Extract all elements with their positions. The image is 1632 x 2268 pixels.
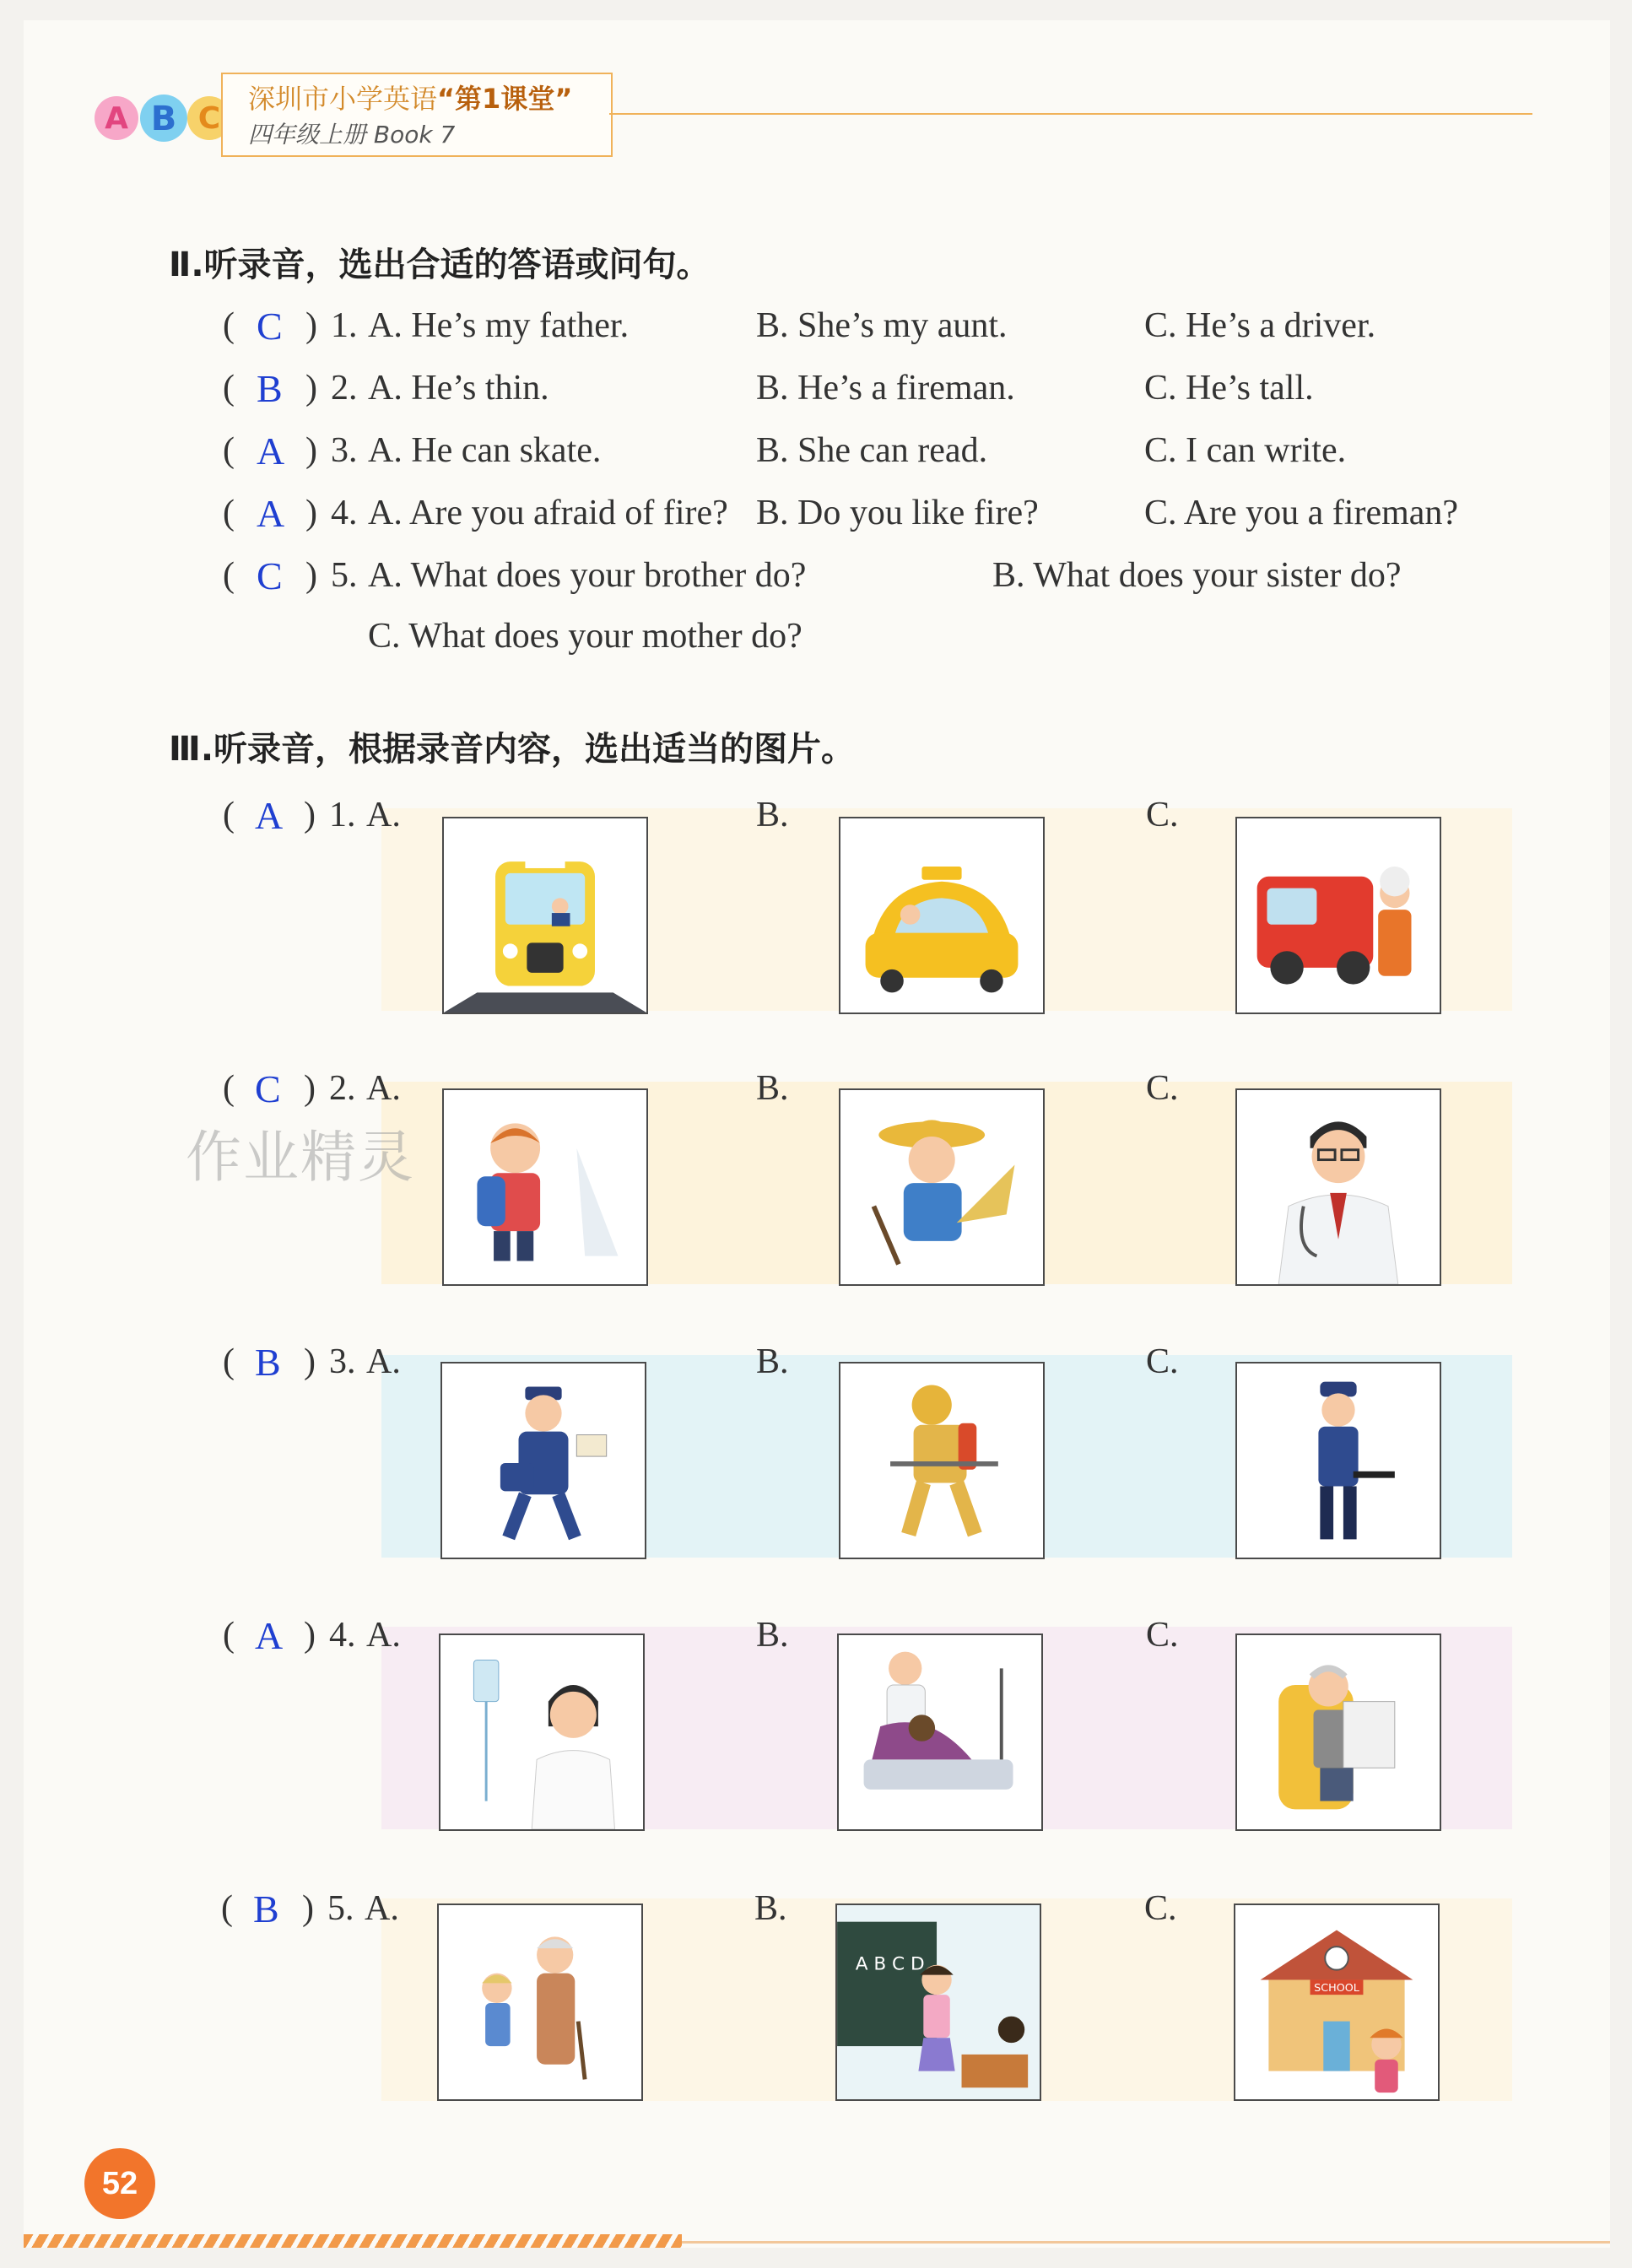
doctor-picture[interactable] bbox=[1235, 1088, 1441, 1286]
option-a: A. Are you afraid of fire? bbox=[368, 494, 728, 532]
paren-open: ( bbox=[223, 369, 235, 408]
question-number: 5. bbox=[327, 1889, 354, 1928]
taxi-driver-picture[interactable] bbox=[839, 817, 1045, 1014]
boy-and-grandma-picture[interactable] bbox=[437, 1904, 643, 2101]
paren-close: ) bbox=[304, 1069, 316, 1108]
option-c: C. Are you a fireman? bbox=[1144, 494, 1459, 532]
answer-mark: C bbox=[257, 305, 283, 348]
paren-open: ( bbox=[223, 556, 235, 595]
option-label-b: B. bbox=[756, 796, 789, 834]
fire-truck-fireman-picture[interactable] bbox=[1235, 817, 1441, 1014]
paren-open: ( bbox=[223, 431, 235, 470]
option-label-b: B. bbox=[754, 1889, 787, 1928]
school-bus-driver-picture[interactable] bbox=[442, 817, 648, 1014]
option-a: A. He’s my father. bbox=[368, 306, 630, 345]
answer-mark: C bbox=[255, 1067, 281, 1110]
option-label-a: A. bbox=[366, 1342, 401, 1381]
option-b: B. What does your sister do? bbox=[992, 556, 1402, 595]
paren-open: ( bbox=[223, 494, 235, 532]
section-3-heading: Ⅲ.听录音，根据录音内容，选出适当的图片。 bbox=[169, 730, 856, 769]
option-label-b: B. bbox=[756, 1616, 789, 1655]
answer-mark: A bbox=[257, 429, 285, 472]
question-number: 1. bbox=[331, 306, 358, 345]
nurse-picture[interactable] bbox=[439, 1634, 645, 1831]
paren-close: ) bbox=[305, 494, 317, 532]
option-label-c: C. bbox=[1144, 1889, 1177, 1928]
svg-text:C: C bbox=[197, 101, 221, 136]
policeman-picture[interactable] bbox=[1235, 1362, 1441, 1559]
svg-text:A: A bbox=[105, 101, 128, 136]
option-label-a: A. bbox=[366, 1069, 401, 1108]
fireman-picture[interactable] bbox=[839, 1362, 1045, 1559]
option-label-c: C. bbox=[1146, 1616, 1179, 1655]
option-a: A. He’s thin. bbox=[368, 369, 549, 408]
abc-logo bbox=[91, 81, 236, 157]
footer-stripe bbox=[24, 2234, 682, 2248]
book-series-title: 深圳市小学英语“第1课堂” bbox=[248, 83, 573, 115]
option-label-b: B. bbox=[756, 1069, 789, 1108]
farmer-picture[interactable] bbox=[839, 1088, 1045, 1286]
doctor-and-patient-picture[interactable] bbox=[837, 1634, 1043, 1831]
section-2-heading: Ⅱ.听录音，选出合适的答语或问句。 bbox=[169, 246, 711, 284]
option-c: C. What does your mother do? bbox=[368, 617, 802, 656]
watermark: 作业精灵 bbox=[186, 1125, 415, 1190]
paren-close: ) bbox=[304, 1616, 316, 1655]
answer-mark: B bbox=[255, 1341, 281, 1384]
question-number: 4. bbox=[331, 494, 358, 532]
paren-close: ) bbox=[302, 1889, 314, 1928]
option-a: A. He can skate. bbox=[368, 431, 602, 470]
paren-open: ( bbox=[221, 1889, 233, 1928]
answer-mark: C bbox=[257, 554, 283, 597]
option-label-c: C. bbox=[1146, 1342, 1179, 1381]
option-c: C. He’s tall. bbox=[1144, 369, 1314, 408]
answer-mark: A bbox=[255, 794, 284, 837]
option-c: C. He’s a driver. bbox=[1144, 306, 1376, 345]
answer-mark: B bbox=[253, 1887, 279, 1930]
page-number: 52 bbox=[84, 2148, 155, 2219]
paren-open: ( bbox=[223, 1069, 235, 1108]
postman-picture[interactable] bbox=[440, 1362, 646, 1559]
paren-close: ) bbox=[305, 431, 317, 470]
option-label-a: A. bbox=[366, 1616, 401, 1655]
paren-open: ( bbox=[223, 796, 235, 834]
student-picture[interactable] bbox=[442, 1088, 648, 1286]
paren-open: ( bbox=[223, 1342, 235, 1381]
option-b: B. She can read. bbox=[756, 431, 988, 470]
question-number: 5. bbox=[331, 556, 358, 595]
question-number: 1. bbox=[329, 796, 356, 834]
option-b: B. He’s a fireman. bbox=[756, 369, 1015, 408]
question-number: 2. bbox=[331, 369, 358, 408]
option-a: A. What does your brother do? bbox=[368, 556, 807, 595]
option-label-c: C. bbox=[1146, 1069, 1179, 1108]
option-b: B. Do you like fire? bbox=[756, 494, 1039, 532]
paren-open: ( bbox=[223, 1616, 235, 1655]
svg-text:SCHOOL: SCHOOL bbox=[1314, 1982, 1359, 1995]
teacher-classroom-picture[interactable] bbox=[835, 1904, 1041, 2101]
paren-close: ) bbox=[305, 306, 317, 345]
answer-mark: B bbox=[257, 367, 283, 410]
paren-close: ) bbox=[305, 369, 317, 408]
book-volume-subtitle: 四年级上册 Book 7 bbox=[248, 121, 456, 148]
svg-text:B: B bbox=[150, 100, 177, 138]
svg-text:A B C D: A B C D bbox=[855, 1953, 925, 1975]
paren-open: ( bbox=[223, 306, 235, 345]
question-number: 3. bbox=[329, 1342, 356, 1381]
question-number: 2. bbox=[329, 1069, 356, 1108]
paren-close: ) bbox=[304, 796, 316, 834]
option-label-b: B. bbox=[756, 1342, 789, 1381]
option-label-a: A. bbox=[365, 1889, 399, 1928]
paren-close: ) bbox=[305, 556, 317, 595]
option-c: C. I can write. bbox=[1144, 431, 1347, 470]
footer-rule bbox=[682, 2241, 1610, 2244]
question-number: 3. bbox=[331, 431, 358, 470]
question-number: 4. bbox=[329, 1616, 356, 1655]
school-girl-picture[interactable] bbox=[1234, 1904, 1440, 2101]
header-rule bbox=[609, 113, 1532, 115]
answer-mark: A bbox=[255, 1614, 284, 1657]
option-label-a: A. bbox=[366, 796, 401, 834]
option-b: B. She’s my aunt. bbox=[756, 306, 1008, 345]
answer-mark: A bbox=[257, 492, 285, 535]
grandpa-reading-picture[interactable] bbox=[1235, 1634, 1441, 1831]
paren-close: ) bbox=[304, 1342, 316, 1381]
option-label-c: C. bbox=[1146, 796, 1179, 834]
